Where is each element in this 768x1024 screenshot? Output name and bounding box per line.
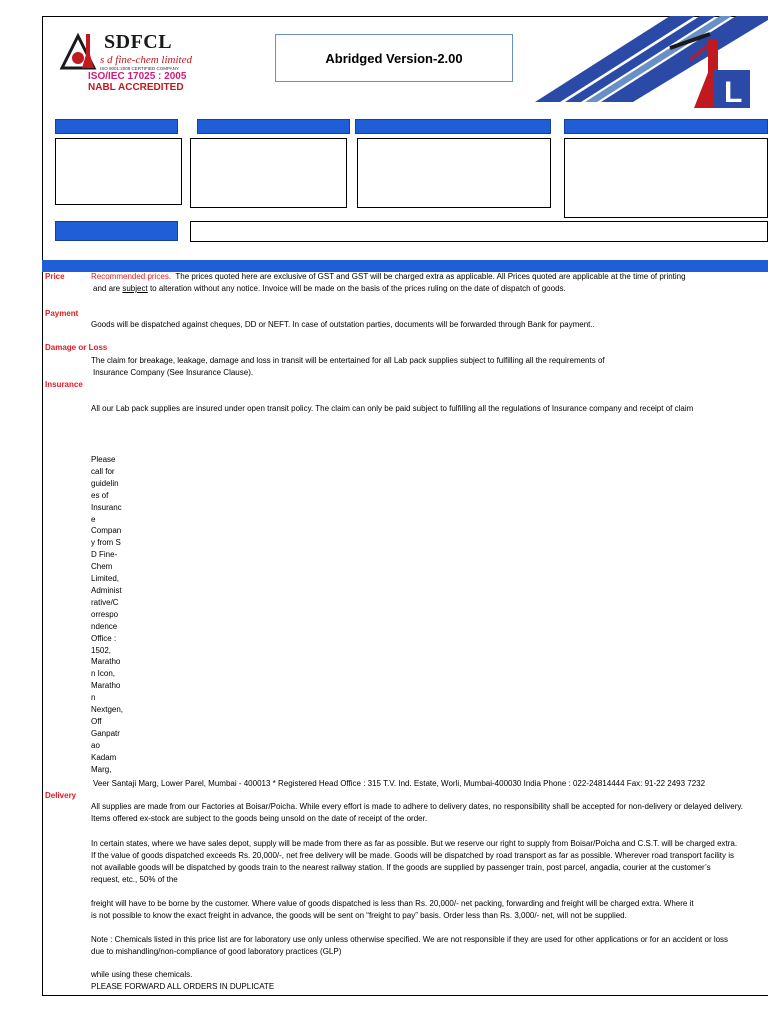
contact-line: n Icon, [91,669,116,679]
price-line-1 [91,271,686,283]
contact-line: Maratho [91,657,121,667]
contact-line: Kadam [91,752,117,762]
contact-line: ndence [91,621,118,631]
contact-line: Compan [91,526,122,536]
contact-line: Marg, [91,764,112,774]
payment-label: Payment [45,309,79,318]
office-address: Veer Santaji Marg, Lower Parel, Mumbai - 400013 * Registered Head Office : 315 T.V. Ind. Estate, Worli, Mumbai-400030 India Phone : 022-24814444 Fax: 91-22 2493 7232 [93,779,706,788]
delivery-line: while using these chemicals. [91,970,193,979]
contact-line: Off [91,716,102,726]
delivery-line: Items offered ex-stock are subject to the goods being unsold on the date of receipt of the order. [91,814,428,823]
contact-line: Chem [91,562,113,572]
contact-line: y from S [91,538,121,548]
delivery-line: In certain states, where we have sales depot, supply will be made from there as far as possible. But we reserve our right to supply from Boisar/Poicha and C.S.T. will be charged extra. [91,839,738,848]
contact-line: Limited, [91,574,120,584]
price-highlight: Recommended prices. [91,272,172,281]
insurance-label: Insurance [45,380,83,389]
price-text: The prices quoted here are exclusive of GST and GST will be charged extra as applicable. All Prices quoted are applicable at the time of printing [175,272,686,281]
delivery-line: due to mishandling/non-compliance of good laboratory practices (GLP) [91,947,342,956]
logo-subtitle: s d fine-chem limited [100,54,192,66]
contact-line: ao [91,740,100,750]
logo-nabl: NABL ACCREDITED [88,82,184,93]
price-line-2-post: to alteration without any notice. Invoice will be made on the basis of the prices ruling on the date of dispatch of goods. [147,284,566,293]
damage-label: Damage or Loss [45,343,108,352]
logo-name: SDFCL [104,31,173,53]
price-line-2 [93,283,566,295]
damage-line-2: Insurance Company (See Insurance Clause). [93,368,254,377]
contact-line: n [91,693,96,703]
sdfcl-logo-icon [56,28,106,74]
field-header-2 [197,119,350,134]
delivery-closing: PLEASE FORWARD ALL ORDERS IN DUPLICATE [91,982,275,991]
delivery-line: request, etc., 50% of the [91,875,178,884]
contact-line: Insuranc [91,502,122,512]
price-line-2-underlined: subject [122,284,148,293]
contact-line: Office : [91,633,117,643]
contact-line: Nextgen, [91,705,124,715]
contact-line: Maratho [91,681,121,691]
contact-line: es of [91,490,109,500]
field-box-3 [357,138,551,208]
delivery-line: If the value of goods dispatched exceeds Rs. 20,000/-, net free delivery will be made. Goods will be dispatched by road transport as far as possible. Wherever road transport facility is [91,851,734,860]
logo-iso-small: ISO 9001:2008 CERTIFIED COMPANY [100,66,179,71]
contact-line: D Fine- [91,550,118,560]
field-box-2 [190,138,347,208]
field-box-5 [190,221,768,242]
contact-line: Please [91,455,116,464]
delivery-label: Delivery [45,791,77,800]
delivery-line: freight will have to be borne by the customer. Where value of goods dispatched is less than Rs. 20,000/- net packing, forwarding and freight will be charged extra. Where it [91,899,694,908]
insurance-text: All our Lab pack supplies are insured under open transit policy. The claim can only be paid subject to fulfilling all the regulations of Insurance company and receipt of claim [91,404,694,413]
price-line-2-pre: and are [93,284,123,293]
svg-text:L: L [724,76,743,109]
payment-text: Goods will be dispatched against cheques, DD or NEFT. In case of outstation parties, documents will be forwarded through Bank for payment.. [91,320,595,329]
insurance-contact-column [91,454,125,775]
contact-line: guidelin [91,478,119,488]
field-header-1 [55,119,178,134]
delivery-line: not available goods will be dispatched by goods train to the nearest railway station. If the goods are supplied by passenger train, post parcel, angadia, courier at the customer’s [91,863,711,872]
contact-line: Ganpatr [91,728,120,738]
field-box-4 [564,138,768,218]
price-label: Price [45,272,65,281]
brand-graphic-icon [650,30,768,110]
delivery-line: is not possible to know the exact freight in advance, the goods will be sent on “freight to pay” basis. Order less than Rs. 3,000/- net, will not be supplied. [91,911,627,920]
contact-line: rative/C [91,597,119,607]
field-header-5 [55,221,178,241]
delivery-line: Note : Chemicals listed in this price list are for laboratory use only unless otherwise specified. We are not responsible if they are used for other applications or for an accident or loss [91,935,729,944]
field-header-3 [355,119,551,134]
delivery-line: All supplies are made from our Factories at Boisar/Poicha. While every effort is made to adhere to delivery dates, no responsibility shall be accepted for non-delivery or delayed delivery. [91,802,744,811]
field-header-4 [564,119,768,134]
contact-line: e [91,514,96,524]
logo-iso: ISO/IEC 17025 : 2005 [88,71,187,82]
damage-line-1: The claim for breakage, leakage, damage and loss in transit will be entertained for all Lab pack supplies subject to fulfilling all the requirements of [91,356,605,365]
contact-line: call for [91,466,115,476]
contact-line: orrespo [91,609,119,619]
version-title: Abridged Version-2.00 [275,34,513,82]
contact-line: Administ [91,585,122,595]
field-box-1 [55,138,182,205]
contact-line: 1502, [91,645,112,655]
